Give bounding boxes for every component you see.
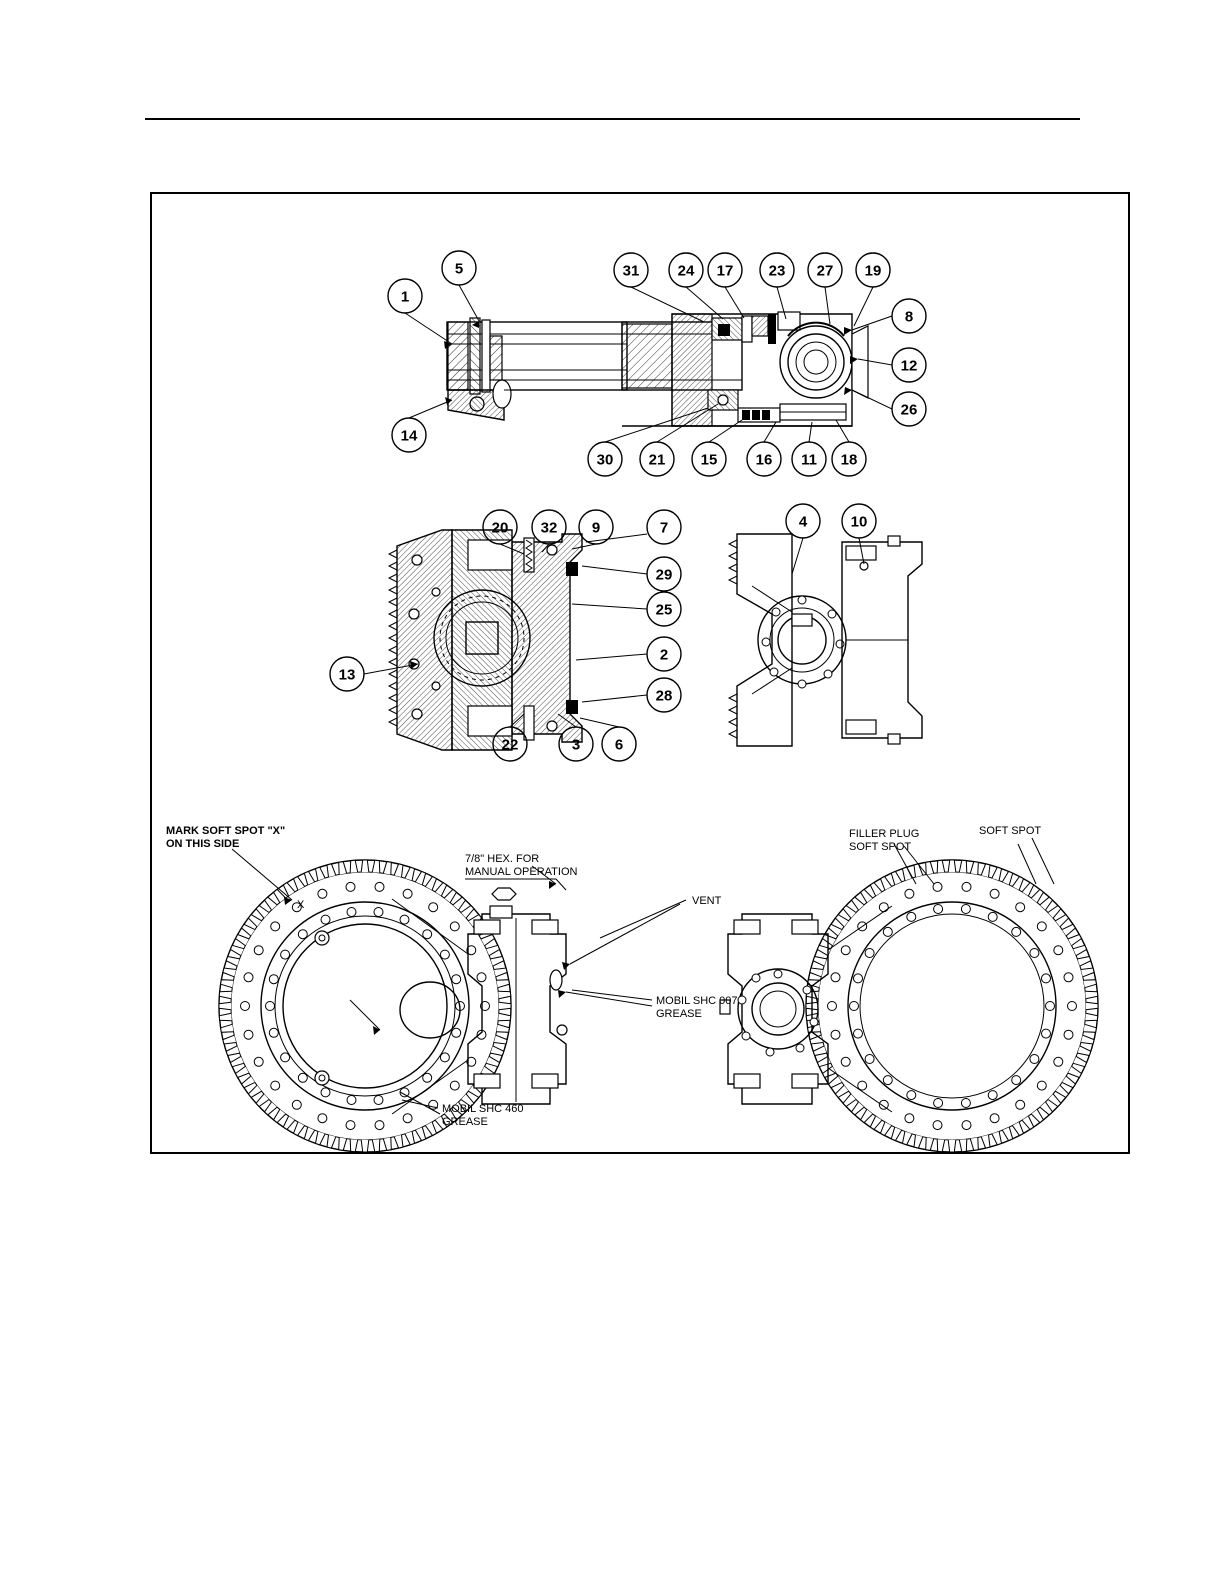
balloon-label: 14 [400,427,418,445]
balloon-label: 20 [491,519,509,537]
balloon[interactable] [640,442,674,476]
view-top-left-section [447,318,627,420]
balloon-label: 28 [655,687,673,705]
balloon-label: 19 [864,262,882,280]
header-rule [145,118,1080,120]
balloon[interactable] [669,253,703,287]
balloon-label: 15 [700,451,718,469]
balloon-label: 21 [648,451,666,469]
balloon[interactable] [388,279,422,313]
balloon-label: 23 [768,262,786,280]
balloon[interactable] [588,442,622,476]
balloon-label: 13 [338,666,356,684]
balloon[interactable] [647,510,681,544]
note-filler-plug-line1: FILLER PLUG [849,828,920,840]
balloon-label: 2 [659,646,669,664]
balloon[interactable] [330,657,364,691]
balloon[interactable] [602,727,636,761]
balloon[interactable] [832,442,866,476]
balloon[interactable] [647,678,681,712]
note-soft-spot: SOFT SPOT [979,825,1042,837]
balloon[interactable] [786,504,820,538]
balloon[interactable] [647,637,681,671]
note-mobil460-line1: MOBIL SHC 460 [442,1103,524,1115]
balloon[interactable] [892,299,926,333]
balloon-label: 1 [400,288,410,306]
note-hex-manual-line2: MANUAL OPERATION [465,866,578,878]
balloon-label: 31 [622,262,640,280]
balloon[interactable] [856,253,890,287]
balloon-label: 4 [798,513,808,531]
balloon[interactable] [532,510,566,544]
note-mobil007-line2: GREASE [656,1008,702,1020]
balloon-label: 12 [900,357,918,375]
assembly-drawing [152,194,1132,1156]
balloon-label: 9 [591,519,601,537]
balloon[interactable] [579,510,613,544]
balloon-label: 18 [840,451,858,469]
view-mid-left-section [389,530,582,750]
balloon[interactable] [647,557,681,591]
balloon[interactable] [392,418,426,452]
balloon[interactable] [747,442,781,476]
note-hex-manual-line1: 7/8" HEX. FOR [465,853,540,865]
balloon[interactable] [842,504,876,538]
balloon-label: 10 [850,513,868,531]
balloon-label: 11 [801,451,817,469]
note-mark-soft-spot-line2: ON THIS SIDE [166,838,240,850]
balloon[interactable] [647,592,681,626]
mark-x-label: X [297,899,305,911]
balloon-label: 27 [816,262,834,280]
view-mid-right-endview [729,534,922,746]
note-mobil460-line2: GREASE [442,1116,488,1128]
balloon[interactable] [442,251,476,285]
balloon-label: 8 [904,308,914,326]
balloon-label: 25 [655,601,673,619]
balloon[interactable] [692,442,726,476]
balloon[interactable] [792,442,826,476]
figure-frame [150,192,1130,1154]
balloon[interactable] [708,253,742,287]
balloon[interactable] [892,348,926,382]
note-mobil007-line1: MOBIL SHC 007 [656,995,738,1007]
balloon[interactable] [614,253,648,287]
note-mark-soft-spot-line1: MARK SOFT SPOT "X" [166,825,286,837]
note-filler-plug-line2: SOFT SPOT [849,841,912,853]
balloon[interactable] [808,253,842,287]
balloon-label: 6 [614,736,624,754]
note-vent: VENT [692,895,722,907]
balloon-label: 29 [655,566,673,584]
balloon-label: 3 [571,736,581,754]
balloon-label: 7 [659,519,669,537]
balloon[interactable] [892,392,926,426]
balloon-label: 24 [677,262,695,280]
balloon-label: 5 [454,260,464,278]
view-top-right-section [622,312,868,426]
balloon-label: 16 [755,451,773,469]
balloon-label: 26 [900,401,918,419]
balloon-label: 30 [596,451,614,469]
balloon-label: 32 [540,519,558,537]
balloon-label: 22 [501,736,519,754]
balloon[interactable] [760,253,794,287]
view-bottom-right-plan [720,860,1098,1152]
balloon-label: 17 [716,262,734,280]
